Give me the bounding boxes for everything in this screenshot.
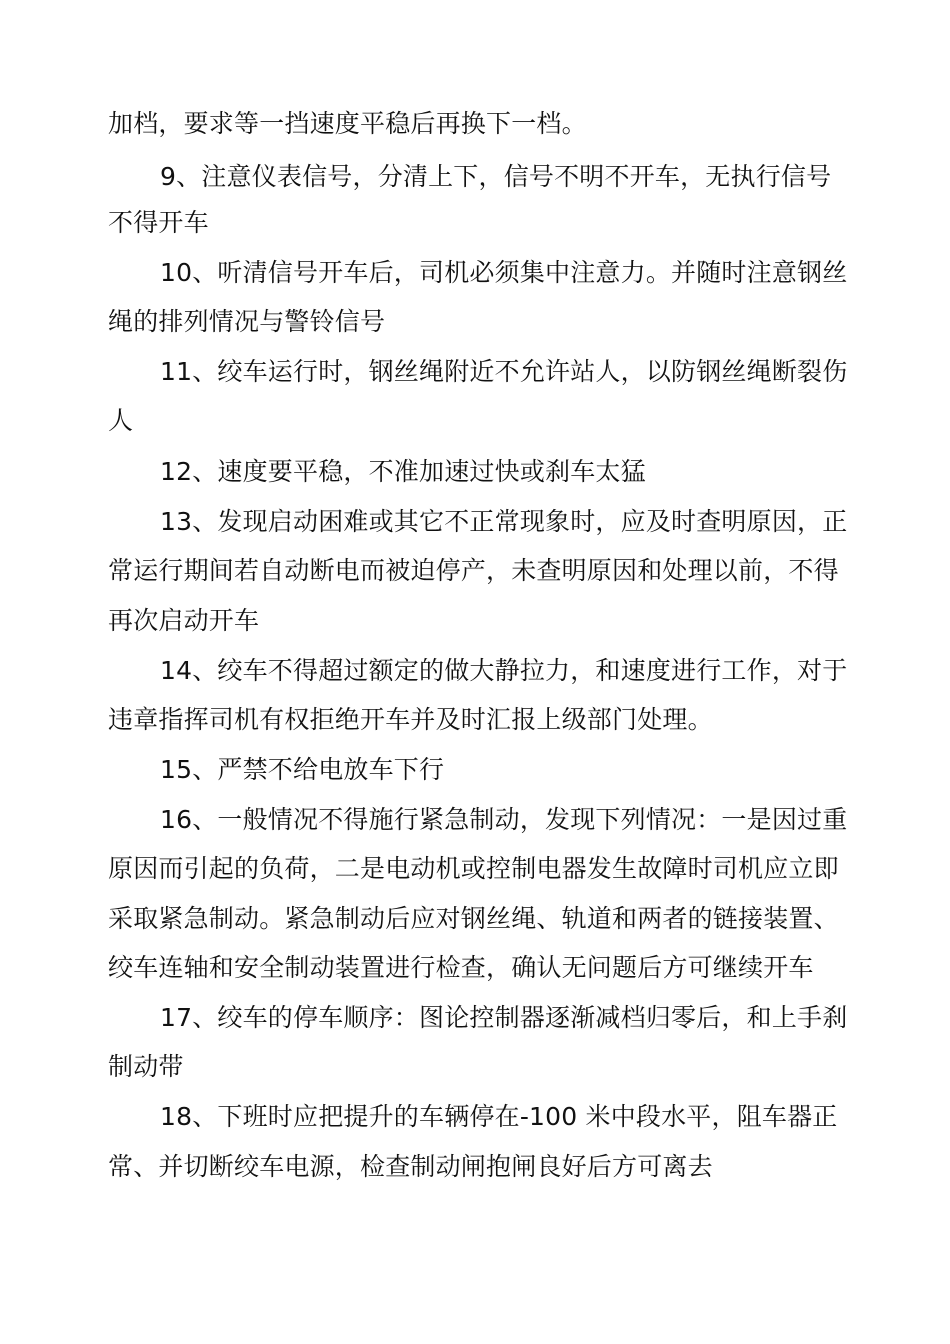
text-line: 人 xyxy=(108,406,134,435)
text-line: 采取紧急制动。紧急制动后应对钢丝绳、轨道和两者的链接装置、 xyxy=(108,904,839,933)
text-line: 14、绞车不得超过额定的做大静拉力，和速度进行工作，对于 xyxy=(160,656,848,685)
text-line: 再次启动开车 xyxy=(108,606,260,635)
text-line: 原因而引起的负荷，二是电动机或控制电器发生故障时司机应立即 xyxy=(108,854,839,883)
text-line: 绞车连轴和安全制动装置进行检查，确认无问题后方可继续开车 xyxy=(108,953,814,982)
text-line: 违章指挥司机有权拒绝开车并及时汇报上级部门处理。 xyxy=(108,705,713,734)
text-line: 制动带 xyxy=(108,1052,184,1081)
text-line: 12、速度要平稳，不准加速过快或刹车太猛 xyxy=(160,457,646,486)
text-line: 15、严禁不给电放车下行 xyxy=(160,755,445,784)
text-line: 16、一般情况不得施行紧急制动，发现下列情况：一是因过重 xyxy=(160,805,848,834)
text-line: 9、注意仪表信号，分清上下，信号不明不开车，无执行信号 xyxy=(160,162,832,191)
text-line: 17、绞车的停车顺序：图论控制器逐渐减档归零后，和上手刹 xyxy=(160,1003,848,1032)
text-line: 常运行期间若自动断电而被迫停产，未查明原因和处理以前，不得 xyxy=(108,556,839,585)
text-line: 不得开车 xyxy=(108,208,209,237)
text-line: 常、并切断绞车电源，检查制动闸抱闸良好后方可离去 xyxy=(108,1152,713,1181)
text-line: 13、发现启动困难或其它不正常现象时，应及时查明原因，正 xyxy=(160,507,848,536)
text-line: 18、下班时应把提升的车辆停在-100 米中段水平，阻车器正 xyxy=(160,1102,838,1131)
text-line: 加档，要求等一挡速度平稳后再换下一档。 xyxy=(108,109,587,138)
text-line: 绳的排列情况与警铃信号 xyxy=(108,307,386,336)
text-line: 10、听清信号开车后，司机必须集中注意力。并随时注意钢丝 xyxy=(160,258,848,287)
text-line: 11、绞车运行时，钢丝绳附近不允许站人，以防钢丝绳断裂伤 xyxy=(160,357,848,386)
